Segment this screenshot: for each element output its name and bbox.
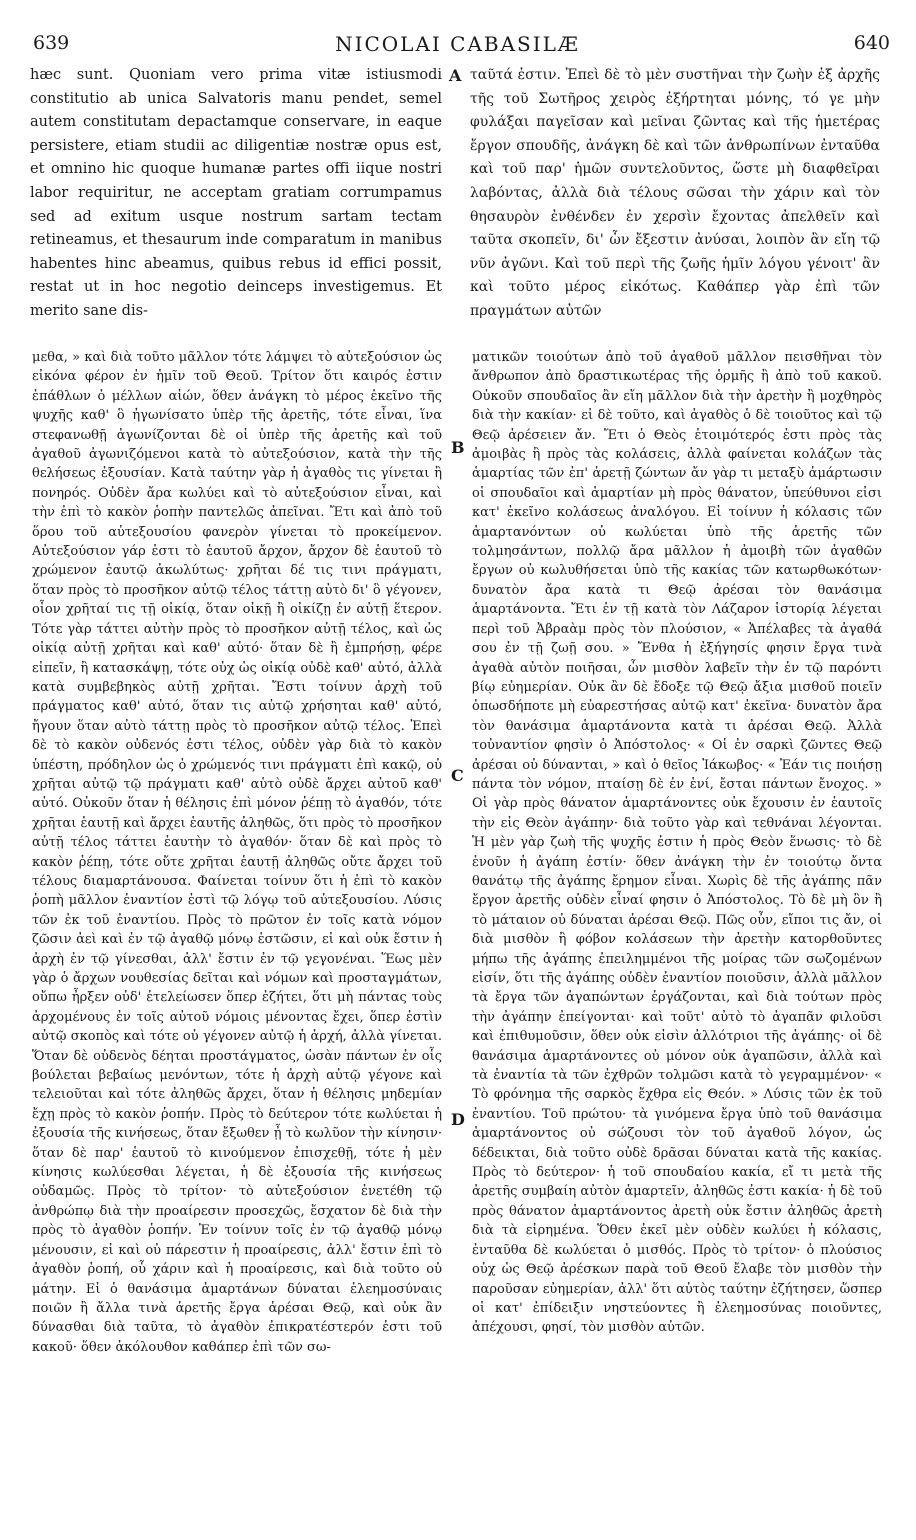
latin-translation-block [30,64,442,334]
latin-paragraph: hæc sunt. Quoniam vero prima vitæ istiusmodi constitutio ab unica Salvatoris manu pendet, semel autem constitutam depactamque conservare, in eaque persistere, etiam studii ac diligentiæ nostræ opus est, et omnino hic quoque humanæ partes offi iique nostri labor requiritur, ne acceptam gratiam corrumpamus sed ad exitum usque nostrum sartam tectam retineamus, et thesaurum inde comparatum in manibus habentes hinc abeamus, quibus rebus id effici possit, restat ut in hoc negotio deinceps investigemus. Et merito sane dis- [30,67,442,319]
margin-letter-b: B [451,438,465,457]
running-header [25,30,890,64]
greek-note-right-text: ματικῶν τοιούτων ἀπὸ τοῦ ἀγαθοῦ μᾶλλον πεισθῆναι τὸν ἄνθρωπον ἀπὸ δραστικωτέρας τῆς ὁρμῆς ἢ ἀπὸ τοῦ κακοῦ. Οὐκοῦν σπουδαῖος ἂν εἴη μᾶλλον διὰ τὴν ἀρετὴν ἢ μοχθηρὸς διὰ τὴν κακίαν· εἰ δὲ τοῦτο, καὶ ἀγαθὸς ὁ δὲ τοιοῦτος καὶ τῷ Θεῷ ἀρέσειεν ἄν. Ἔτι ὁ Θεὸς ἑτοιμότερός ἐστι πρὸς τὰς ἀμοιβὰς ἢ πρὸς τὰς κολάσεις, ἀλλὰ φαίνεται κολάζων τὰς ἁμαρτίας τῶν ἐπ' ἀρετῇ ζώντων ἄν γὰρ τι μεταξὺ ἁμάρτωσιν οἱ σπουδαῖοι καὶ ἁμαρτίαν μὴ πρὸς θάνατον, ὑπεύθυνοι εἰσι κατ' ἐκεῖνο κολάσεως ἀναλόγου. Εἰ τοίνυν ἡ κόλασις τῶν ἁμαρτανόντων οὐ κωλύεται ὑπὸ τῆς ἀρετῆς τῶν τολμησάντων, πολλῷ ἄρα μᾶλλον ἡ ἀμοιβὴ τῶν ἀγαθῶν ἔργων οὐ κωλυθήσεται ὑπὸ τῆς κακίας τῶν κατωρθωκότων· δυνατὸν ἄρα κατὰ τι Θεῷ ἀρέσαι τὸν θανάσιμα ἁμαρτάνοντα. Ἔτι ἐν τῇ κατὰ τὸν Λάζαρον ἱστορίᾳ λέγεται περὶ τοῦ Ἀβραὰμ πρὸς τὸν πλούσιον, « Ἀπέλαβες τὰ ἀγαθά σου ἐν τῇ ζωῇ σου. » Ἔνθα ἡ ἐξήγησίς φησιν ἔργα τινὰ ἀγαθὰ αὐτὸν ποιῆσαι, ὧν μισθὸν λαβεῖν τὴν ἐν τῷ παρόντι βίῳ εὐημερίαν. Οὐκ ἂν δὲ ἔδοξε τῷ Θεῷ ἄξια μισθοῦ ποιεῖν ὁπωσδήποτε μὴ εὐαρεστήσας αὐτῷ κατ' ἐκεῖνα· δυνατὸν ἄρα τὸν θανάσιμα ἁμαρτάνοντα κατὰ τι ἀρέσαι Θεῷ. Ἀλλὰ τοὐναντίον φησὶν ὁ Ἀπόστολος· « Οἱ ἐν σαρκὶ ζῶντες Θεῷ ἀρέσαι οὐ δύνανται, » καὶ ὁ θεῖος Ἰάκωβος· « Ἐάν τις ποιήσῃ πάντα τὸν νόμον, πταίσῃ δὲ ἐν ἑνί, ἔσται πάντων ἔνοχος. » Οἱ γὰρ πρὸς θάνατον ἁμαρτάνοντες οὐκ ἔχουσιν ἐν ἑαυτοῖς τὴν εἰς Θεὸν ἀγάπην· διὰ τοῦτο γὰρ καὶ τεθνάναι λέγονται. Ἡ μὲν γὰρ ζωὴ τῆς ψυχῆς ἐστιν ἡ πρὸς Θεὸν ἕνωσις· τὸ δὲ ἑνοῦν ἡ ἀγάπη ἐστίν· ὅθεν ἀνάγκη τὴν ἐν τοιούτῳ ὄντα θανάτῳ τῆς ἀγάπης ἔρημον εἶναι. Χωρὶς δὲ τῆς ἀγάπης πᾶν ἔργον ἀρετῆς οὐδὲν εἶναί φησιν ὁ Ἀπόστολος. Τὸ δὲ μὴ ὂν ἢ τὸ μάταιον οὐ δύναται ἀρέσαι Θεῷ. Πῶς οὖν, εἴποι τις ἄν, οἱ διὰ μισθὸν ἢ φόβον κολάσεων τὴν ἀρετὴν κατορθοῦντες μήπω τῆς ἀγάπης ἐπειλημμένοι τῆς μοίρας τῶν σωζομένων εἰσίν, ὅτι τῆς ἀγάπης οὐδὲν ἐναντίον ποιοῦσιν, ἀλλὰ μᾶλλον τὰ ἔργα τῶν ἀγαπώντων ἐργάζονται, καὶ διὰ τούτων πρὸς τὴν ἀγάπην ἐπείγονται· καὶ τοῦτ' αὐτὸ τὸ ἀγαπᾶν φιλοῦσι καὶ ἐπιθυμοῦσιν, ὅθεν οὐκ εἰσὶν ἀλλότριοι τῆς ἀγάπης· οἱ δὲ θανάσιμα ἁμαρτάνοντες οὐ μόνον οὐκ ἀγαπῶσιν, ἀλλὰ καὶ τὰ ἐναντία τὰ τῶν ἐχθρῶν τολμῶσι κατὰ τὸ γεγραμμένον· « Τὸ φρόνημα τῆς σαρκὸς ἔχθρα εἰς Θεόν. » Λύσις τῶν ἐκ τοῦ ἐναντίου. Τοῦ πρώτου· τὰ γινόμενα ἔργα ὑπὸ τοῦ θανάσιμα ἁμαρτάνοντος οὐ σώζουσι τὸν τοῦ ἀγαθοῦ λόγον, ὡς δέδεικται, διὰ τοῦτο οὐδὲ δρᾶσαι δύναται κατὰ τῆς κακίας. Πρὸς τὸ δεύτερον· ἡ τοῦ σπουδαίου κακία, εἴ τι μετὰ τῆς ἀρετῆς συμβαίη αὐτὸν ἁμαρτεῖν, ἀληθῶς ἐστι κακία· ἡ δὲ τοῦ πρὸς θάνατον ἁμαρτάνοντος ἀρετὴ οὐκ ἔστιν ἀληθῶς ἀρετὴ διὰ τὰ εἰρημένα. Ὅθεν ἐκεῖ μὲν οὐδὲν κωλύει ἡ κόλασις, ἐνταῦθα δὲ κωλύεται ὁ μισθός. Πρὸς τὸ τρίτον· ὁ πλούσιος οὐχ ὡς Θεῷ ἀρέσκων παρὰ τοῦ Θεοῦ ἔλαβε τὸν μισθὸν τὴν παροῦσαν εὐημερίαν, ἀλλ' ὅτι αὐτὸς ταύτην ἐζήτησεν, ὥσπερ οἱ κατ' ἐπίδειξιν νηστεύοντες ἢ ἐλεημοσύνας ποιοῦντες, ἀπέχουσι, φησί, τὸν μισθὸν αὐτῶν. [472,350,882,1336]
page-number-left: 639 [33,32,70,54]
greek-top-paragraph: ταῦτά ἐστιν. Ἐπεὶ δὲ τὸ μὲν συστῆναι τὴν ζωὴν ἐξ ἀρχῆς τῆς τοῦ Σωτῆρος χειρὸς ἐξήρτηται μόνης, τό γε μὴν φυλάξαι παγεῖσαν καὶ μεῖναι ζῶντας καὶ τῆς ἡμετέρας ἔργον σπουδῆς, ἀνάγκη δὲ καὶ τῶν ἀνθρωπίνων ἐνταῦθα καὶ τοῦ παρ' ἡμῶν συντελοῦντος, ὥστε μὴ διαφθεῖραι λαβόντας, ἀλλὰ διὰ τέλους σῶσαι τὴν χάριν καὶ τὸν θησαυρὸν ἐνθένδεν ἐν χερσὶν ἔχοντας ἀπελθεῖν καὶ ταῦτα σκοπεῖν, δι' ὧν ἔξεστιν ἀνύσαι, λοιπὸν ἂν εἴη τῷ νῦν ἀγῶνι. Καὶ τοῦ περὶ τῆς ζωῆς ἡμῖν λόγου γένοιτ' ἂν καὶ τοῦτο μέρος εἰκότως. Καθάπερ γὰρ ἐπὶ τῶν πραγμάτων αὐτῶν [470,67,880,319]
greek-top-block [470,64,880,334]
greek-note-column-right [472,348,882,1513]
margin-letter-d: D [451,1110,465,1129]
margin-letter-a: A [449,66,462,85]
margin-letter-c: C [451,766,464,785]
running-title: NICOLAI CABASILÆ [335,32,580,56]
page-number-right: 640 [853,32,890,54]
greek-note-column-left [32,348,442,1513]
greek-note-left-text: μεθα, » καὶ διὰ τοῦτο μᾶλλον τότε λάμψει τὸ αὐτεξούσιον ὡς εἰκόνα φέρον ἐν ἡμῖν τοῦ Θεοῦ. Τρίτον ὅτι καιρός ἐστιν ἐπάθλων ὁ μέλλων αἰών, ὅθεν ἀνάγκη τὸ μέρος ἐκεῖνο τῆς ψυχῆς καθ' ὃ ἠγωνίσατο ὑπὲρ τῆς ἀρετῆς, τότε εἶναι, ἵνα στεφανωθῇ ἀγωνίζονται δὲ οἱ ὑπὲρ τῆς ἀρετῆς καὶ τοῦ ἀγαθοῦ ἀγωνιζόμενοι κατὰ τὸ αὐτεξούσιον, κατὰ τὴν τῆς θελήσεως ἐξουσίαν. Κατὰ ταύτην γὰρ ἡ ἀγαθὸς τις γίνεται ἢ πονηρός. Οὐδὲν ἄρα κωλύει καὶ τὸ αὐτεξούσιον εἶναι, καὶ τὴν ἐπὶ τὸ κακὸν ῥοπὴν παντελῶς ἀπεῖναι. Ἔτι καὶ ἀπὸ τοῦ ὅρου τοῦ αὐτεξουσίου φανερὸν γίνεται τὸ προκείμενον. Αὐτεξούσιον γάρ ἐστι τὸ ἑαυτοῦ ἄρχον, ἄρχον δὲ ἑαυτοῦ τὸ χρώμενον ἑαυτῷ ἀκωλύτως· χρῆται δέ τις τινι πράγματι, ὅταν πρὸς τὸ προσῆκον αὐτῷ τέλος τάττῃ αὐτὸ δι' ὃ γέγονεν, οἷον χρῆταί τις τῇ οἰκίᾳ, ὅταν οἰκῇ ἢ οἰκίζῃ ἐν αὐτῇ ἕτερον. Τότε γὰρ τάττει αὐτὴν πρὸς τὸ προσῆκον αὐτῇ τέλος, καὶ ὡς οἰκίᾳ αὐτῇ χρῆται καὶ καθ' αὑτό· ὅταν δὲ ἢ ἐμπρήσῃ, φέρε εἰπεῖν, ἢ κατασκάψῃ, τότε οὐχ ὡς οἰκίᾳ οὐδὲ καθ' αὑτό, ἀλλὰ κατὰ συμβεβηκὸς αὐτῇ χρῆται. Ἔστι τοίνυν ἀρχὴ τοῦ πράγματος καθ' αὑτό, ὅταν τις αὐτῷ χρήσηται καθ' αὑτό, ἤγουν ὅταν αὐτὸ τάττῃ πρὸς τὸ προσῆκον αὐτῷ τέλος. Ἐπεὶ δὲ τὸ κακὸν οὐδενός ἐστι τέλος, οὐδὲν γὰρ διὰ τὸ κακὸν ὑπέστη, πρόδηλον ὡς ὁ χρώμενός τινι πράγματι ἐπὶ κακῷ, οὐ χρῆται αὐτῷ τῷ πράγματι καθ' αὑτὸ οὐδὲ ἄρχει αὐτοῦ καθ' αὑτό. Οὐκοῦν ὅταν ἡ θέλησις ἐπὶ μόνον ῥέπῃ τὸ ἀγαθόν, τότε χρῆται ἑαυτῇ καὶ ἄρχει ἑαυτῆς ἀληθῶς, ὅτι πρὸς τὸ προσῆκον αὐτῇ τέλος τάττει ἑαυτὴν τὸ ἀγαθόν· ὅταν δὲ καὶ πρὸς τὸ κακὸν ῥέπῃ, τότε οὔτε χρῆται ἑαυτῇ ἀληθῶς οὔτε ἄρχει τοῦ τέλους διαμαρτάνουσα. Φαίνεται τοίνυν ὅτι ἡ ἐπὶ τὸ κακὸν ῥοπὴ μᾶλλον ἐναντίον ἐστὶ τῷ λόγῳ τοῦ αὐτεξουσίου. Λύσις τῶν ἐκ τοῦ ἐναντίου. Πρὸς τὸ πρῶτον ἐν τοῖς κατὰ νόμον ζῶσιν ἀεὶ καὶ ἐν τῷ ἀγαθῷ μόνῳ ἑστῶσιν, εἰ καὶ οὐκ ἔστιν ἡ ἀρχὴ ἐν τῷ γίνεσθαι, ἀλλ' ἔστιν ἐν τῷ γεγονέναι. Ἕως μὲν γὰρ ὁ ἄρχων νουθεσίας δεῖται καὶ νόμων καὶ προσταγμάτων, οὔπω ἦρξεν οὐδ' ἐτελείωσεν ὅπερ ἐζήτει, ὅτι μὴ πάντας τοὺς ἀρχομένους ἐν τοῖς αὐτοῦ νόμοις μένοντας ἔχει, ὅπερ ἐστὶν αὐτῷ σκοπὸς καὶ τότε οὐ γέγονεν αὐτῷ ἡ ἀρχή, ἀλλὰ γίνεται. Ὅταν δὲ οὐδενὸς δέηται προστάγματος, ὡσὰν πάντων ἐν οἷς βούλεται βεβαίως μενόντων, τότε ἡ ἀρχὴ αὐτῷ γέγονε καὶ τελειοῦται καὶ τότε ἀληθῶς ἄρχει, ὅταν ἡ θέλησις μηδεμίαν ἔχῃ πρὸς τὸ κακὸν ῥοπήν. Πρὸς τὸ δεύτερον τότε κωλύεται ἡ ἐξουσία τῆς κινήσεως, ὅταν ἔξωθεν ᾖ τὸ κωλῦον τὴν κίνησιν· ὅταν δὲ παρ' ἑαυτοῦ τὸ κινούμενον ἐπισχεθῇ, τότε ἡ μὲν κίνησις κωλύεσθαι λέγεται, ἡ δὲ ἐξουσία τῆς κινήσεως οὐδαμῶς. Πρὸς τὸ τρίτον· τὸ αὐτεξούσιον ἐνετέθη τῷ ἀνθρώπῳ διὰ τὴν προαίρεσιν προσεχῶς, ἔσχατον δὲ διὰ τὴν πρὸς τὸ ἀγαθὸν ῥοπήν. Ἐν τοίνυν τοῖς ἐν τῷ ἀγαθῷ μόνῳ μένουσιν, εἰ καὶ οὐ πάρεστιν ἡ προαίρεσις, ἀλλ' ἔστιν ἐπὶ τὸ ἀγαθὸν ῥοπή, οὗ χάριν καὶ ἡ προαίρεσις, καὶ διὰ τοῦτο οὐ μάτην. Εἰ ὁ θανάσιμα ἁμαρτάνων δύναται ἐλεημοσύναις ποιῶν ἢ ἄλλα τινὰ ἀρετῆς ἔργα ἀρέσαι Θεῷ, καὶ οὐκ ἂν δύνασθαι διὰ ταῦτα, τὸ ἀγαθὸν ἐπικρατέστερόν ἐστι τοῦ κακοῦ· ὅθεν ἀκόλουθον καθάπερ ἐπὶ τῶν σω- [32,350,442,1355]
